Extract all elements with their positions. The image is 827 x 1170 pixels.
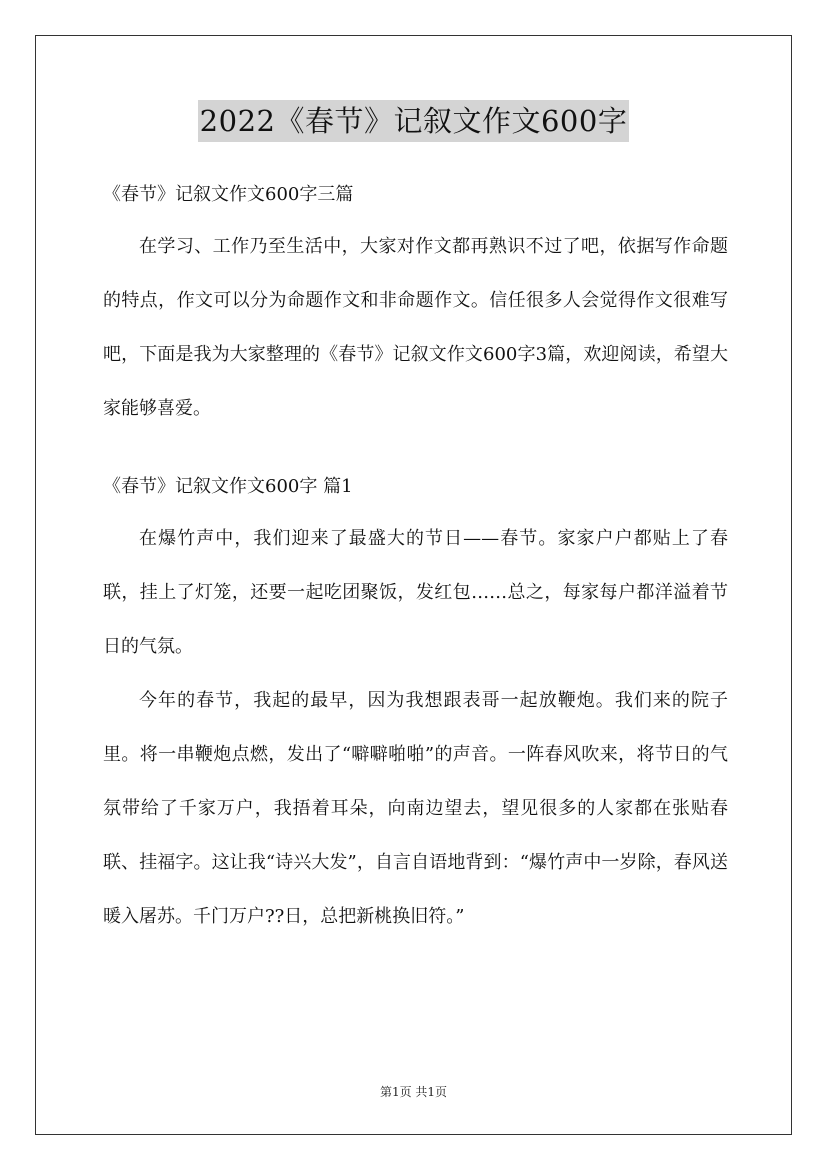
body-paragraph: 今年的春节，我起的最早，因为我想跟表哥一起放鞭炮。我们来的院子里。将一串鞭炮点燃，发出了“噼噼啪啪”的声音。一阵春风吹来，将节日的气氛带给了千家万户，我捂着耳朵，向南边望去，望见很多的人家都在张贴春联、挂福字。这让我“诗兴大发”，自言自语地背到：“爆竹声中一岁除，春风送暖入屠苏。千门万户??日，总把新桃换旧符。” (103, 690, 728, 927)
document-subtitle: 《春节》记叙文作文600字三篇 (103, 184, 354, 205)
spacer (103, 436, 728, 462)
document-title: 2022《春节》记叙文作文600字 (198, 100, 630, 142)
intro-paragraph: 在学习、工作乃至生活中，大家对作文都再熟识不过了吧，依据写作命题的特点，作文可以分为命题作文和非命题作文。信任很多人会觉得作文很难写吧，下面是我为大家整理的《春节》记叙文作文600字3篇，欢迎阅读，希望大家能够喜爱。 (103, 236, 728, 419)
title-wrap (0, 100, 827, 142)
section-heading: 《春节》记叙文作文600字 篇1 (103, 476, 353, 497)
document-body (103, 170, 728, 944)
page-number-label: 第1页 共1页 (379, 1085, 448, 1099)
page-footer (0, 1082, 827, 1102)
body-paragraph: 在爆竹声中，我们迎来了最盛大的节日——春节。家家户户都贴上了春联，挂上了灯笼，还要一起吃团聚饭，发红包……总之，每家每户都洋溢着节日的气氛。 (103, 528, 728, 657)
